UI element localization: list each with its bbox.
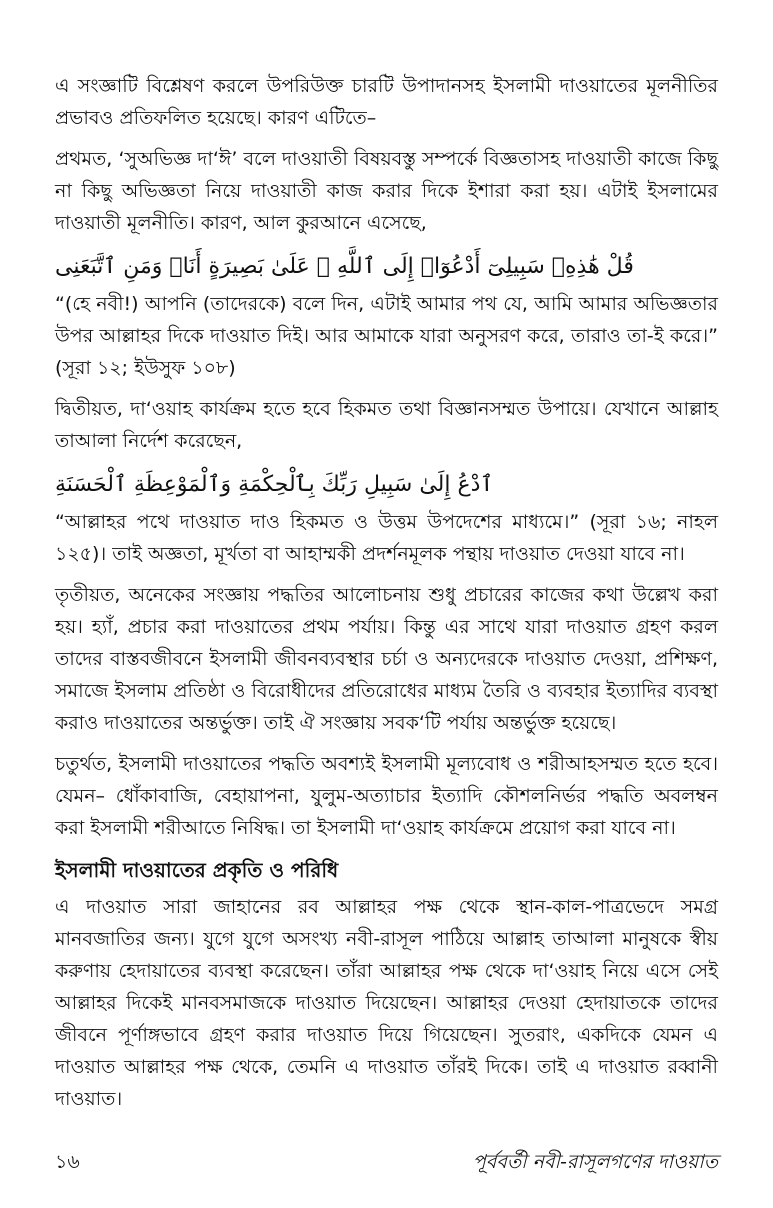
verse-translation-nahl: “আল্লাহর পথে দাওয়াত দাও হিকমত ও উত্তম উপদেশের মাধ্যমে।” (সূরা ১৬; নাহল ১২৫)। তাই অজ্ঞতা, মূর্খতা বা আহাম্মকী প্রদর্শনমূলক পন্থায় দাওয়াত দেওয়া যাবে না। [55,511,718,565]
paragraph-second-point: দ্বিতীয়ত, দা‘ওয়াহ কার্যক্রম হতে হবে হিকমত তথা বিজ্ঞানসম্মত উপায়ে। যেখানে আল্লাহ তাআলা নির্দেশ করেছেন, [55,398,718,452]
arabic-verse-nahl: ٱدْعُ إِلَىٰ سَبِيلِ رَبِّكَ بِٱلْحِكْمَةِ وَٱلْمَوْعِظَةِ ٱلْحَسَنَةِ [55,472,494,497]
paragraph-first-point: প্রথমত, ‘সুঅভিজ্ঞ দা‘ঈ’ বলে দাওয়াতী বিষয়বস্তু সম্পর্কে বিজ্ঞতাসহ দাওয়াতী কাজে কিছু না কিছু অভিজ্ঞতা নিয়ে দাওয়াতী কাজ করার দিকে ইশারা করা হয়। এটাই ইসলামের দাওয়াতী মূলনীতি। কারণ, আল কুরআনে এসেছে, [55,148,718,234]
paragraph-fourth-point: চতুর্থত, ইসলামী দাওয়াতের পদ্ধতি অবশ্যই ইসলামী মূল্যবোধ ও শরীআহসম্মত হতে হবে। যেমন– ধোঁকাবাজি, বেহায়াপনা, যুলুম-অত্যাচার ইত্যাদি কৌশলনির্ভর পদ্ধতি অবলম্বন করা ইসলামী শরীআতে নিষিদ্ধ। তা ইসলামী দা‘ওয়াহ কার্যক্রমে প্রয়োগ করা যাবে না। [55,753,718,839]
running-title: পূর্ববর্তী নবী-রাসূলগণের দাওয়াত [472,1151,718,1173]
paragraph-intro: এ সংজ্ঞাটি বিশ্লেষণ করলে উপরিউক্ত চারটি উপাদানসহ ইসলামী দাওয়াতের মূলনীতির প্রভাবও প্রতিফলিত হয়েছে। কারণ এটিতে– [55,75,718,129]
page-body [55,70,718,1124]
verse-translation-yusuf: “(হে নবী!) আপনি (তাদেরকে) বলে দিন, এটাই আমার পথ যে, আমি আমার অভিজ্ঞতার উপর আল্লাহর দিকে দাওয়াত দিই। আর আমাকে যারা অনুসরণ করে, তারাও তা-ই করে।” (সূরা ১২; ইউসুফ ১০৮) [55,293,718,379]
paragraph-closing: এ দাওয়াত সারা জাহানের রব আল্লাহর পক্ষ থেকে স্থান-কাল-পাত্রভেদে সমগ্র মানবজাতির জন্য। যুগে যুগে অসংখ্য নবী-রাসূল পাঠিয়ে আল্লাহ তাআলা মানুষকে স্বীয় করুণায় হেদায়াতের ব্যবস্থা করেছেন। তাঁরা আল্লাহর পক্ষ থেকে দা‘ওয়াহ নিয়ে এসে সেই আল্লাহর দিকেই মানবসমাজকে দাওয়াত দিয়েছেন। আল্লাহর দেওয়া হেদায়াতকে তাদের জীবনে পূর্ণাঙ্গভাবে গ্রহণ করার দাওয়াত দিয়ে গিয়েছেন। সুতরাং, একদিকে যেমন এ দাওয়াত আল্লাহর পক্ষ থেকে, তেমনি এ দাওয়াত তাঁরই দিকে। তাই এ দাওয়াত রব্বানী দাওয়াত। [55,896,718,1110]
section-heading: ইসলামী দাওয়াতের প্রকৃতি ও পরিধি [55,858,339,882]
page-footer [55,1148,718,1180]
paragraph-third-point: তৃতীয়ত, অনেকের সংজ্ঞায় পদ্ধতির আলোচনায় শুধু প্রচারের কাজের কথা উল্লেখ করা হয়। হ্যাঁ, প্রচার করা দাওয়াতের প্রথম পর্যায়। কিন্তু এর সাথে যারা দাওয়াত গ্রহণ করল তাদের বাস্তবজীবনে ইসলামী জীবনব্যবস্থার চর্চা ও অন্যদেরকে দাওয়াত দেওয়া, প্রশিক্ষণ, সমাজে ইসলাম প্রতিষ্ঠা ও বিরোধীদের প্রতিরোধের মাধ্যম তৈরি ও ব্যবহার ইত্যাদির ব্যবস্থা করাও দাওয়াতের অন্তর্ভুক্ত। তাই ঐ সংজ্ঞায় সবক‘টি পর্যায় অন্তর্ভুক্ত হয়েছে। [55,584,718,734]
page-number: ১৬ [55,1151,80,1173]
arabic-verse-yusuf: قُلْ هَٰذِهِۦ سَبِيلِىٓ أَدْعُوٓا۟ إِلَى ٱللَّهِ ۚ عَلَىٰ بَصِيرَةٍ أَنَا۠ وَمَنِ ٱتَّبَعَنِى [55,254,634,279]
